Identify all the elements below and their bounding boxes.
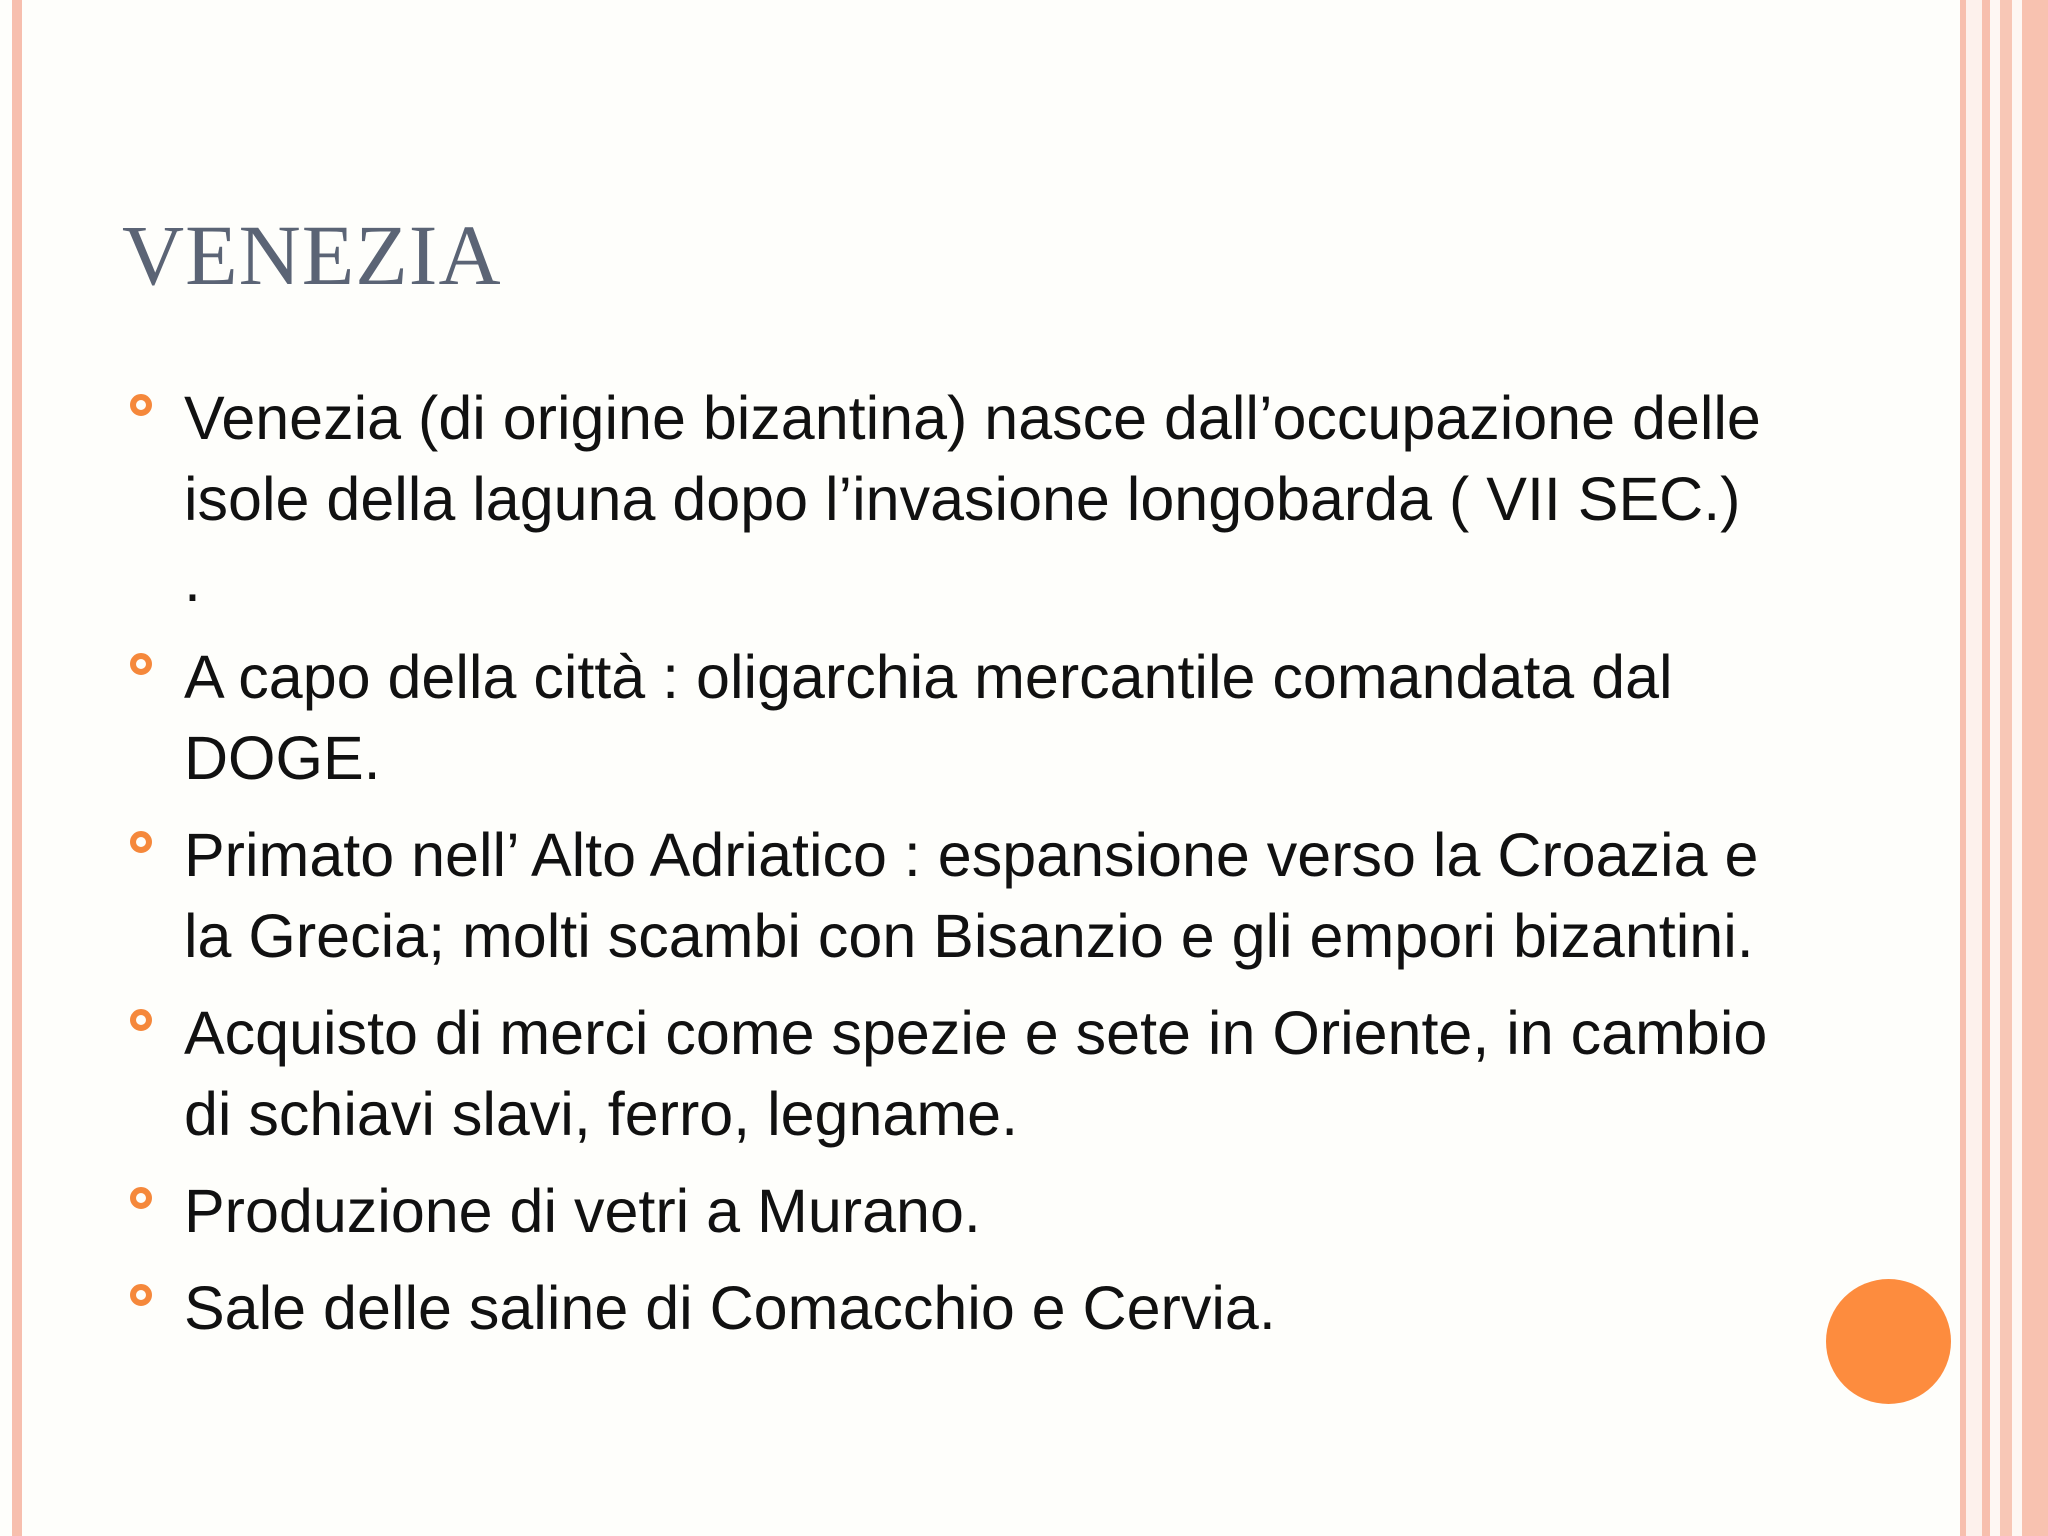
right-border-stripe: [2000, 0, 2012, 1536]
bullet-item: [130, 378, 1770, 621]
right-border-stripe: [2022, 0, 2048, 1536]
bullet-list: [130, 378, 1770, 1365]
bullet-circle-icon: [130, 831, 152, 853]
bullet-circle-icon: [130, 394, 152, 416]
bullet-item: [130, 993, 1770, 1155]
right-border-stripe: [1966, 0, 1982, 1536]
bullet-item: [130, 1171, 1770, 1252]
right-border-stripe: [2012, 0, 2022, 1536]
bullet-circle-icon: [130, 653, 152, 675]
bullet-item: [130, 815, 1770, 977]
decorative-circle-icon: [1826, 1279, 1951, 1404]
bullet-text: Produzione di vetri a Murano.: [184, 1177, 981, 1245]
bullet-text: A capo della città : oligarchia mercantile comandata dal DOGE.: [184, 643, 1673, 792]
bullet-circle-icon: [130, 1284, 152, 1306]
bullet-item: [130, 1268, 1770, 1349]
bullet-circle-icon: [130, 1009, 152, 1031]
right-border-stripe: [1990, 0, 2000, 1536]
bullet-text: Sale delle saline di Comacchio e Cervia.: [184, 1274, 1276, 1342]
bullet-text: Acquisto di merci come spezie e sete in Oriente, in cambio di schiavi slavi, ferro, legname.: [184, 999, 1768, 1148]
left-border-stripe: [12, 0, 22, 1536]
right-border-stripe: [1982, 0, 1990, 1536]
bullet-text: Venezia (di origine bizantina) nasce dall’occupazione delle isole della laguna dopo l’invasione longobarda ( VII SEC.) .: [184, 384, 1761, 614]
bullet-text: Primato nell’ Alto Adriatico : espansione verso la Croazia e la Grecia; molti scambi con Bisanzio e gli empori bizantini.: [184, 821, 1759, 970]
bullet-item: [130, 637, 1770, 799]
slide-title: VENEZIA: [122, 207, 502, 303]
bullet-circle-icon: [130, 1187, 152, 1209]
